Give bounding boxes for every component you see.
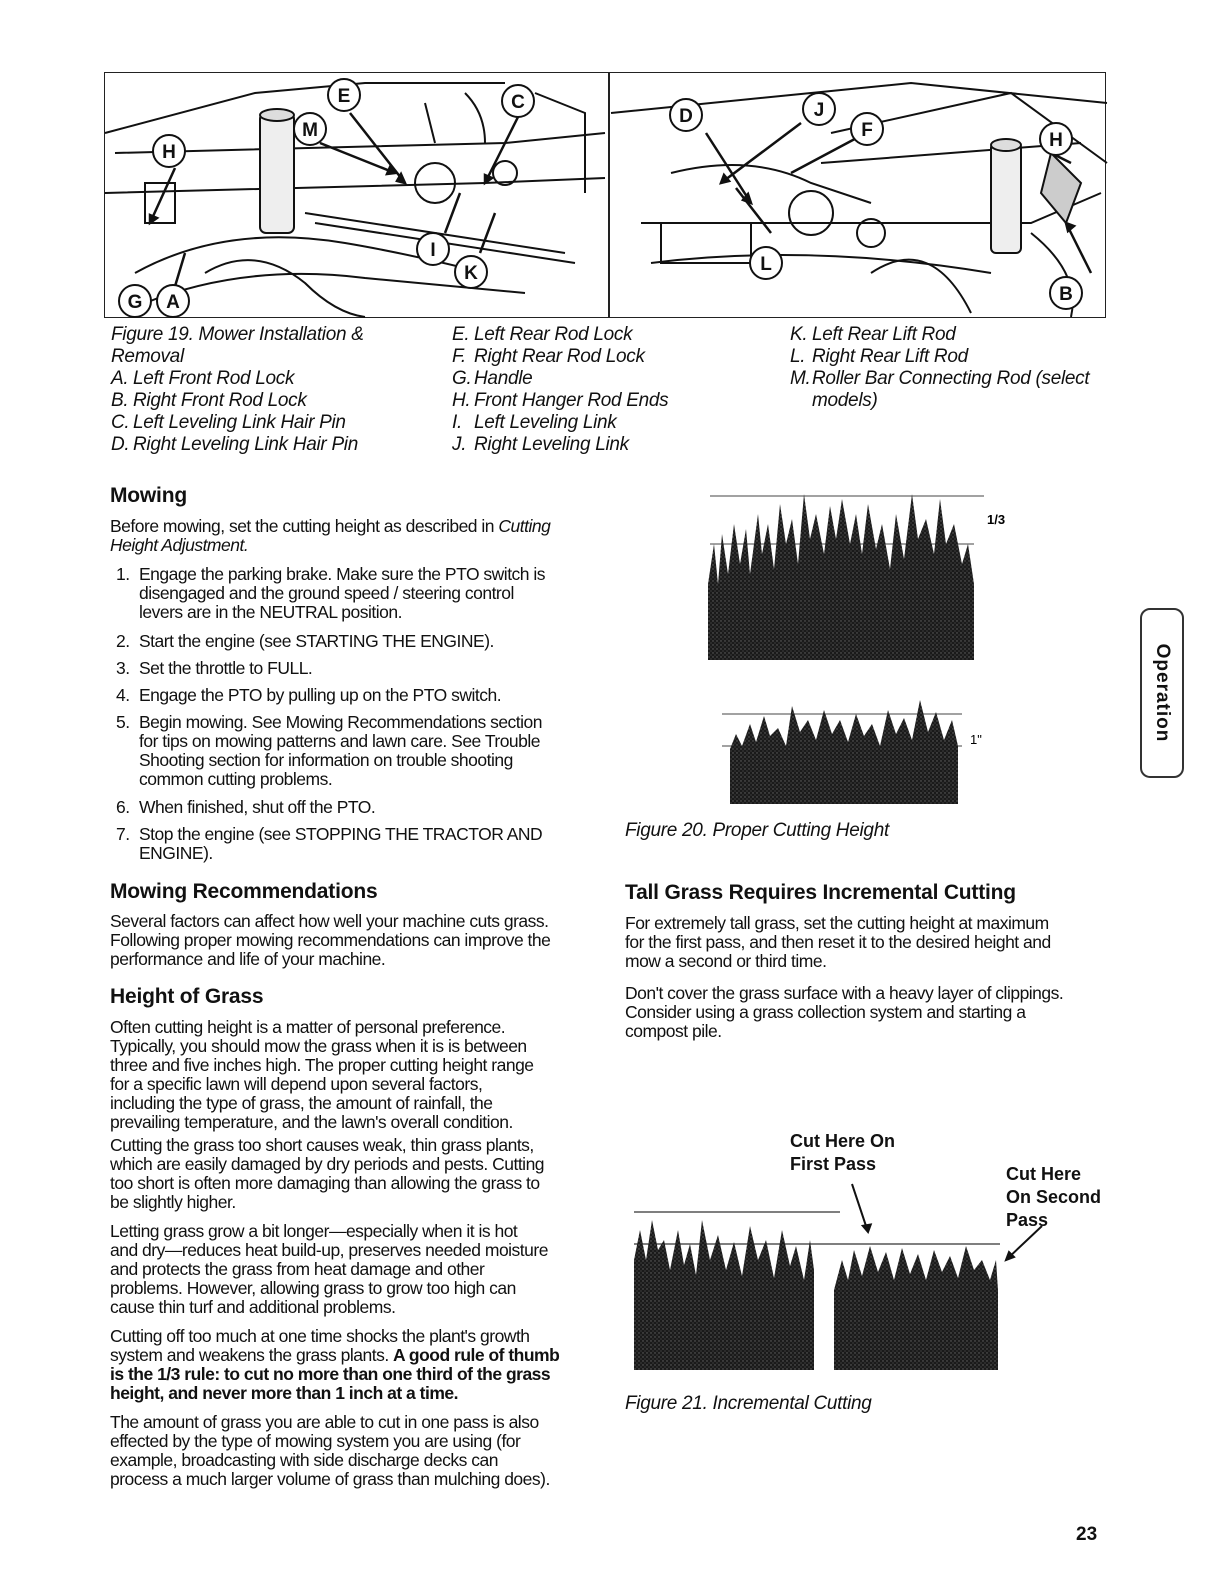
caption-item: B. Right Front Rod Lock (111, 390, 307, 411)
caption-item: D. Right Leveling Link Hair Pin (111, 434, 358, 455)
tall-grass-paragraph-1: For extremely tall grass, set the cutting height at maximum for the first pass, and then reset it to the desired height and mow a second or third time. (625, 913, 1051, 971)
caption-item: C. Left Leveling Link Hair Pin (111, 412, 346, 433)
caption-title: Figure 19. Mower Installation & (111, 324, 364, 345)
callout-j: J (802, 92, 836, 126)
operation-side-tab[interactable] (1140, 608, 1184, 778)
figure-divider (608, 72, 610, 318)
figure-19-caption (111, 324, 364, 456)
figure-20-illustration (700, 484, 1006, 804)
height-paragraph-2: Cutting the grass too short causes weak, thin grass plants, which are easily damaged by dry periods and pests. Cutting too short is often more damaging than allowing the grass to be slightly higher. (110, 1135, 545, 1212)
figure-21-label-second-pass: Cut Here On Second Pass (1006, 1164, 1102, 1230)
figure-21-label-first-pass: Cut Here On First Pass (790, 1131, 896, 1174)
caption-item: E. Left Rear Rod Lock (452, 324, 633, 345)
caption-item: G. Handle (452, 368, 533, 389)
caption-item: I. Left Leveling Link (452, 412, 617, 433)
callout-m: M (293, 112, 327, 146)
callout-e: E (327, 78, 361, 112)
side-tab-label: Operation (1152, 643, 1173, 743)
figure-19-illustration (104, 72, 1106, 318)
height-paragraph-3: Letting grass grow a bit longer—especially when it is hot and dry—reduces heat build-up, preserves needed moisture and protects the grass from heat damage and other problems. However, allowing grass to grow too high can cause thin turf and additional problems. (110, 1221, 548, 1317)
height-of-grass-heading: Height of Grass (110, 985, 264, 1008)
caption-item: M.Roller Bar Connecting Rod (select (790, 368, 1090, 389)
callout-b: B (1049, 276, 1083, 310)
mower-diagram-left (105, 73, 609, 317)
callout-l: L (749, 246, 783, 280)
callout-i: I (416, 232, 450, 266)
figure-20-label-inch: 1" (970, 732, 982, 747)
caption-item: F. Right Rear Rod Lock (452, 346, 645, 367)
callout-g: G (118, 284, 152, 318)
tall-grass-paragraph-2: Don't cover the grass surface with a heavy layer of clippings. Consider using a grass collection system and starting a compost pile. (625, 983, 1064, 1041)
figure-19-caption-col3 (790, 324, 1089, 412)
figure-21-caption: Figure 21. Incremental Cutting (625, 1393, 872, 1414)
caption-title-cont: Removal (111, 346, 184, 367)
callout-k: K (454, 255, 488, 289)
figure-20-label-third: 1/3 (987, 512, 1006, 527)
page-number: 23 (1076, 1524, 1098, 1545)
mowing-intro: Before mowing, set the cutting height as described in Cutting Height Adjustment. (110, 516, 551, 555)
figure-20-caption: Figure 20. Proper Cutting Height (625, 820, 889, 841)
height-paragraph-4: Cutting off too much at one time shocks the plant's growth system and weakens the grass plants. A good rule of thumb is the 1/3 rule: to cut no more than one third of the grass height, and never more than 1 inch at a time. (110, 1326, 560, 1403)
figure-21-illustration (630, 1180, 1010, 1380)
caption-item: J. Right Leveling Link (452, 434, 629, 455)
callout-h-right: H (1039, 122, 1073, 156)
tall-grass-heading: Tall Grass Requires Incremental Cutting (625, 881, 1016, 904)
caption-item: A. Left Front Rod Lock (111, 368, 295, 389)
height-paragraph-1: Often cutting height is a matter of personal preference. Typically, you should mow the grass when it is is between three and five inches high. The proper cutting height range for a specific lawn will depend upon several factors, including the type of grass, the amount of rainfall, the prevailing temperature, and the lawn's overall condition. (110, 1017, 534, 1132)
callout-d: D (669, 98, 703, 132)
mowing-heading: Mowing (110, 484, 187, 507)
callout-h-left: H (152, 134, 186, 168)
figure-19-caption-col2 (452, 324, 668, 456)
callout-f: F (850, 112, 884, 146)
recommendations-paragraph: Several factors can affect how well your machine cuts grass. Following proper mowing recommendations can improve the performance and life of your machine. (110, 911, 551, 969)
caption-item: H. Front Hanger Rod Ends (452, 390, 669, 411)
caption-item: K. Left Rear Lift Rod (790, 324, 956, 345)
height-paragraph-5: The amount of grass you are able to cut in one pass is also effected by the type of mowing system you are using (for example, broadcasting with side discharge decks can process a much larger volume of grass than mulching does). (110, 1412, 550, 1489)
mowing-recommendations-heading: Mowing Recommendations (110, 880, 378, 903)
caption-item: L. Right Rear Lift Rod (790, 346, 968, 367)
callout-c: C (501, 84, 535, 118)
callout-a: A (156, 284, 190, 318)
caption-item: models) (812, 390, 878, 411)
